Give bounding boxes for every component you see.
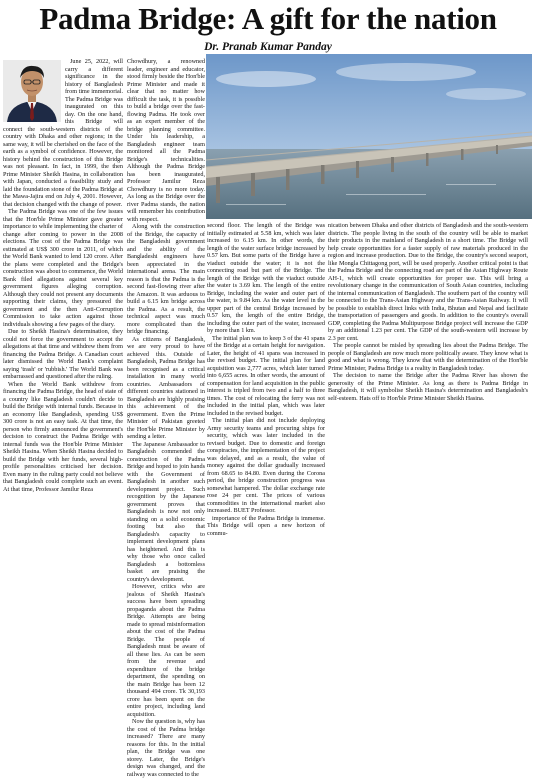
paragraph: importance of the Padma Bridge is immense. This Bridge will open a new horizon of commu-	[207, 514, 325, 537]
paragraph: second floor. The length of the Bridge was initially estimated at 5.58 km, which was later increased to 6.15 km. In other words, the length of the water surface bridge increased by 0.57 km. But some parts of the Bridge have a viaduct outside the water; it is not the connecting road but part of the Bridge. The length of the Bridge with the viaduct outside the water is 3.69 km. The length of the entire Bridge, including the water and outer part of the water, is 9.84 km. As the water level in the upper part of the central Bridge increased by 0.57 km, the length of the entire Bridge, including the outer part of the water, increased by more than 1 km.	[207, 222, 325, 334]
paragraph: Due to Sheikh Hasina's determination, they could not force the government to accept the allegations at that time and withdrew them from financing the Padma Bridge. A Canadian court later dismissed the World Bank's complaint saying 'trash' or 'rubbish.' The World Bank was embarrassed and questioned after the ruling.	[3, 328, 123, 380]
paragraph: nication between Dhaka and other districts of Bangladesh and the south-western districts. The people living in the south of the country will be able to market their products in the mainland of Bangladesh in a short time. The Bridge will help create opportunities for a faster supply of raw materials produced in the region and increase production. Due to the Bridge, the country's second seaport, like Mongla Chittagong port, will be used properly. Another critical point is that the Padma Bridge and the connecting road are part of the Asian Highway Route AH-1, which will create opportunities for proper use. This will bring a revolutionary change in the communication of South Asian countries, including the internal communication of Bangladesh. The southern part of the country will be connected to the Trans-Asian Highway and the Trans-Asian Railway. It will be possible to establish direct links with India, Bhutan and Nepal and facilitate the transportation of passengers and goods. In addition to the country's overall GDP, completing the Padma Multipurpose Bridge project will increase the GDP by an additional 1.23 per cent. The GDP of the south-western will increase by 2.3 per cent.	[328, 222, 528, 342]
paragraph: The initial plan did not include deploying Army security teams and procuring ships for security, which was later included in the revised budget. Due to domestic and foreign conspiracies, the implementation of the project was delayed, and as a result, the value of money against the dollar gradually increased from 68.65 to 84.80. Even during the Corona period, the bridge construction progress was somewhat hampered. The dollar exchange rate rose 24 per cent. The prices of various commodities in the international market also increased. BUET Professor.	[207, 417, 325, 514]
paragraph: Chowdhury, a renowned leader, engineer and educator, stood firmly beside the Hon'ble Prime Minister and made it clear that no matter how difficult the task, it is possible to build a bridge over the fast-flowing Padma. He took over as an expert member of the bridge planning committee. Under his leadership, a Bangladesh engineer team monitored all the Padma Bridge's technicalities. Although the Padma Bridge has been inaugurated, Professor Jamilur Reza Chowdhury is no more today. As long as the Bridge over the river Padma stands, the nation will remember his contribution with respect.	[127, 58, 205, 223]
paragraph: However, critics who are jealous of Sheikh Hasina's success have been spreading propaganda about the Padma Bridge. Attempts are being made to spread misinformation about the cost of the Padma Bridge. The people of Bangladesh must be aware of all these lies. As can be seen from the revenue and expenditure of the bridge department, the spending on the main Bridge has been 12 thousand 494 crore. Tk 30,193 crore has been spent on the entire project, including land acquisition.	[127, 583, 205, 718]
paragraph: Along with the construction of the Bridge, the capacity of the Bangladeshi government and the ability of the Bangladeshi engineers have been appreciated in the international arena. The main reason is that the Padma is the second fast-flowing river after the Amazon. It was arduous to build a 6.15 km bridge across the Padma. As a result, the technical aspect was much more complicated than the bridge financing.	[127, 223, 205, 335]
paragraph: The Padma Bridge was one of the few issues that the Hon'ble Prime Minister gave greater importance to while implementing the charter of change after coming to power in the 2008 elections. The cost of the Padma Bridge was estimated at US$ 300 crore in 2011, of which the World Bank wanted to lend 120 crore. After the plans were completed and the Bridge's construction was about to commence, the World Bank filed allegations against several key government figures alleging corruption. Although they could not present any documents supporting their claims, they pressured the government and the then Anti-Corruption Commission to take action against those individuals showing a few pages of the diary.	[3, 208, 123, 328]
paragraph: The decision to name the Bridge after the Padma River has shown the generosity of the Prime Minister. As long as there is Padma Bridge in Bangladesh, it will symbolise Sheikh Hasina's determination and Bangladesh's self-esteem. Hats off to Hon'ble Prime Minister Sheikh Hasina.	[328, 372, 528, 402]
paragraph: June 25, 2022, will carry a different significance in the history of Bangladesh from time immemorial. The Padma Bridge was inaugurated on this day. On the one hand, this Bridge will connect the south-western districts of the country with Dhaka and other regions; in the same way, it will be cherished on the face of the earth as a symbol of confidence. However, the history behind the construction of this Bridge was not pleasant. In fact, in 1999, the then Prime Minister Sheikh Hasina, in collaboration with Japan, conducted a feasibility study and laid the foundation stone of the Padma Bridge at the Mawa-Jajira end on July 4, 2001. However, that decision changed with the change of power.	[3, 58, 123, 208]
paragraph: The initial plan was to keep 3 of the 41 spans of the Bridge at a certain height for navigation. Later, the height of 41 spans was increased in the revised budget. The initial plan for land acquisition was 2,777 acres, which later turned into 6,655 acres. In other words, the amount of compensation for land acquisition in the public interest is tripled from two and a half to three times. The cost of relocating the ferry was not included in the initial plan, which was later included in the revised budget.	[207, 334, 325, 417]
paragraph: Now the question is, why has the cost of the Padma bridge increased? There are many reasons for this. In the initial plan, the Bridge was one storey. Later, the Bridge's design was changed, and the railway was connected to the	[127, 718, 205, 778]
paragraph: When the World Bank withdrew from financing the Padma Bridge, the head of state of a country like Bangladesh couldn't decide to build the Bridge with internal funds. Because in an economy like Bangladesh, spending US$ 300 crore is not an easy task. At that time, the person who firmly announced the government's decision to construct the Padma Bridge with internal funds was the Hon'ble Prime Minister Sheikh Hasina. When Sheikh Hasina decided to build the Bridge with her funds, several high-profile personalities criticised her decision. Even many in the ruling party could not believe that Bangladesh could complete such an event. At that time, Professor Jamilur Reza	[3, 380, 123, 493]
article-column-2	[127, 58, 205, 778]
padma-bridge-photo	[206, 54, 532, 219]
article-column-4	[328, 222, 528, 506]
author-byline: Dr. Pranab Kumar Panday	[204, 41, 332, 53]
article-column-1	[3, 58, 123, 506]
article-column-3	[207, 222, 325, 537]
paragraph: As citizens of Bangladesh, we are very proud to have achieved this. Outside of Bangladesh, Padma Bridge has been recognised as a critical installation in many world countries. Ambassadors of different countries stationed in Bangladesh are highly praising this achievement of the government. Even the Prime Minister of Pakistan greeted the Hon'ble Prime Minister by sending a letter.	[127, 335, 205, 440]
paragraph: The Japanese Ambassador to Bangladesh commended the construction of the Padma Bridge and hoped to join hands with the Government of Bangladesh in another such development project. Such recognition by the Japanese government proves that Bangladesh is now not only standing on a solid economic footing but also that Bangladesh's capacity to implement development plans has heightened. And this is why those who once called Bangladesh a bottomless basket are praising the country's development.	[127, 440, 205, 583]
author-photo	[3, 60, 61, 122]
paragraph: The people cannot be misled by spreading lies about the Padma Bridge. The people of Bangladesh are now much more politically aware. They know what is good and what is wrong. They know that with the determination of the Hon'ble Prime Minister, Padma Bridge is a reality in Bangladesh today.	[328, 342, 528, 372]
headline: Padma Bridge: A gift for the nation	[39, 1, 497, 36]
